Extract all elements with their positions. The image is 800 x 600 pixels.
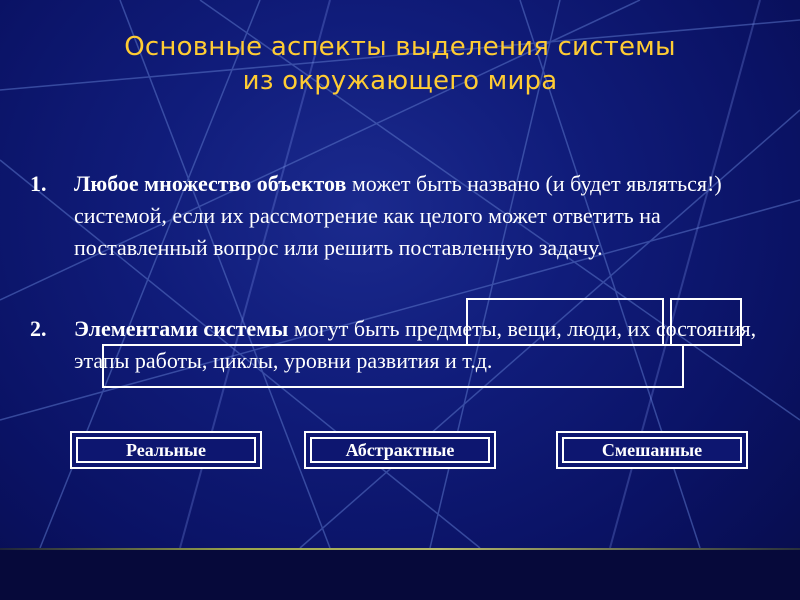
highlight-box-objects: [466, 298, 664, 346]
list-item-number: 2.: [30, 316, 47, 341]
slide-title: [0, 30, 800, 98]
category-mixed-button[interactable]: [556, 431, 748, 469]
highlight-box-states: [102, 344, 684, 388]
category-real-label: Реальные: [126, 439, 206, 460]
list-item-bold-text: Любое множество объектов: [74, 171, 347, 196]
list-item-number: 1.: [30, 171, 47, 196]
list-item: [30, 168, 770, 264]
list-item-text: [74, 168, 770, 264]
category-abstract-label: Абстрактные: [345, 439, 455, 460]
title-line-1: Основные аспекты выделения системы: [124, 32, 676, 62]
list-item-body-text: могут быть предметы, вещи, люди, их состояния, этапы работы, циклы, уровни развития и т.д.: [74, 316, 757, 373]
footer-divider: [0, 548, 800, 550]
highlight-box-people: [670, 298, 742, 346]
list-item-body-text: может быть названо (и будет являться!) системой, если их рассмотрение как целого может ответить на поставленный вопрос или решить поставленную задачу.: [74, 171, 722, 260]
list-item-bold-text: Элементами системы: [74, 316, 289, 341]
footer-band: [0, 548, 800, 600]
title-line-2: из окружающего мира: [242, 66, 558, 96]
category-mixed-label: Смешанные: [601, 439, 703, 460]
category-real-button[interactable]: [70, 431, 262, 469]
category-abstract-button[interactable]: [304, 431, 496, 469]
